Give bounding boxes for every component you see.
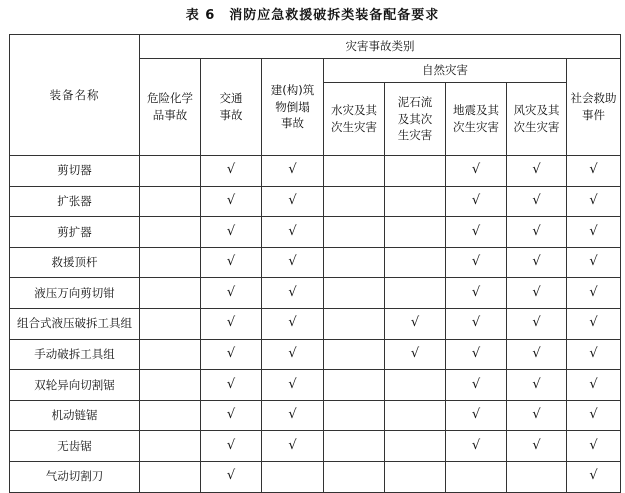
check-mark-cell — [262, 186, 324, 217]
table-row — [10, 247, 621, 278]
check-mark: √ — [410, 315, 420, 331]
check-mark: √ — [589, 407, 598, 423]
check-mark: √ — [589, 223, 598, 239]
check-mark: √ — [589, 315, 598, 331]
table-row — [10, 431, 621, 462]
empty-cell — [140, 156, 201, 187]
check-mark-cell — [567, 217, 621, 248]
check-mark-cell — [262, 370, 324, 401]
check-mark: √ — [226, 345, 236, 361]
check-mark: √ — [532, 376, 541, 392]
check-mark-cell — [567, 156, 621, 187]
check-mark: √ — [532, 315, 541, 331]
check-mark: √ — [226, 284, 236, 300]
empty-cell — [385, 370, 446, 401]
empty-cell — [385, 461, 446, 492]
check-mark: √ — [288, 315, 297, 331]
check-mark-cell — [507, 400, 567, 431]
equipment-name-cell: 气动切割刀 — [10, 461, 140, 492]
empty-cell — [324, 339, 385, 370]
check-mark-cell — [201, 370, 262, 401]
check-mark-cell — [201, 431, 262, 462]
check-mark: √ — [589, 254, 598, 270]
check-mark-cell — [567, 308, 621, 339]
header-social-rescue: 社会救助 事件 — [567, 59, 621, 156]
empty-cell — [324, 370, 385, 401]
check-mark: √ — [532, 223, 541, 239]
empty-cell — [385, 217, 446, 248]
check-mark: √ — [589, 162, 598, 178]
check-mark: √ — [532, 162, 541, 178]
empty-cell — [140, 461, 201, 492]
equipment-name-cell: 组合式液压破拆工具组 — [10, 308, 140, 339]
check-mark-cell — [385, 308, 446, 339]
check-mark: √ — [226, 315, 236, 331]
check-mark-cell — [262, 431, 324, 462]
empty-cell — [446, 461, 507, 492]
check-mark-cell — [446, 370, 507, 401]
check-mark: √ — [288, 192, 297, 208]
empty-cell — [140, 186, 201, 217]
check-mark: √ — [589, 192, 598, 208]
check-mark: √ — [589, 284, 598, 300]
header-flood: 水灾及其 次生灾害 — [324, 83, 385, 156]
empty-cell — [140, 370, 201, 401]
table-row — [10, 156, 621, 187]
empty-cell — [385, 400, 446, 431]
check-mark: √ — [226, 437, 236, 453]
check-mark-cell — [507, 156, 567, 187]
check-mark-cell — [201, 247, 262, 278]
header-wind: 风灾及其 次生灾害 — [507, 83, 567, 156]
check-mark-cell — [262, 400, 324, 431]
check-mark-cell — [446, 278, 507, 309]
check-mark-cell — [446, 186, 507, 217]
check-mark: √ — [226, 376, 236, 392]
check-mark: √ — [471, 162, 481, 178]
empty-cell — [140, 308, 201, 339]
check-mark-cell — [446, 339, 507, 370]
empty-cell — [324, 217, 385, 248]
check-mark: √ — [288, 345, 297, 361]
table-row — [10, 217, 621, 248]
check-mark-cell — [262, 278, 324, 309]
empty-cell — [324, 461, 385, 492]
check-mark: √ — [589, 345, 598, 361]
equipment-name-cell: 手动破拆工具组 — [10, 339, 140, 370]
check-mark-cell — [507, 308, 567, 339]
check-mark: √ — [288, 407, 297, 423]
check-mark: √ — [471, 376, 481, 392]
check-mark-cell — [507, 370, 567, 401]
check-mark: √ — [471, 345, 481, 361]
header-debris-flow: 泥石流 及其次 生灾害 — [385, 83, 446, 156]
empty-cell — [140, 217, 201, 248]
header-natural-disaster: 自然灾害 — [324, 59, 567, 83]
check-mark: √ — [532, 345, 541, 361]
empty-cell — [140, 247, 201, 278]
header-earthquake: 地震及其 次生灾害 — [446, 83, 507, 156]
equipment-name-cell: 无齿锯 — [10, 431, 140, 462]
check-mark-cell — [201, 461, 262, 492]
table-row — [10, 400, 621, 431]
check-mark-cell — [262, 308, 324, 339]
empty-cell — [385, 247, 446, 278]
check-mark-cell — [446, 400, 507, 431]
empty-cell — [262, 461, 324, 492]
check-mark: √ — [226, 254, 236, 270]
header-disaster-category: 灾害事故类别 — [140, 35, 621, 59]
table-body — [10, 156, 621, 493]
check-mark-cell — [385, 339, 446, 370]
check-mark-cell — [201, 186, 262, 217]
empty-cell — [385, 431, 446, 462]
header-equipment-name: 装备名称 — [10, 35, 140, 156]
check-mark: √ — [226, 468, 236, 484]
check-mark: √ — [532, 437, 541, 453]
empty-cell — [324, 278, 385, 309]
check-mark-cell — [201, 308, 262, 339]
table-row — [10, 308, 621, 339]
check-mark: √ — [471, 254, 481, 270]
check-mark: √ — [288, 437, 297, 453]
equipment-name-cell: 剪扩器 — [10, 217, 140, 248]
header-traffic: 交通 事故 — [201, 59, 262, 156]
check-mark-cell — [507, 431, 567, 462]
check-mark-cell — [507, 339, 567, 370]
empty-cell — [324, 186, 385, 217]
empty-cell — [140, 339, 201, 370]
empty-cell — [507, 461, 567, 492]
equipment-name-cell: 救援顶杆 — [10, 247, 140, 278]
equipment-name-cell: 双轮异向切割锯 — [10, 370, 140, 401]
check-mark: √ — [532, 192, 541, 208]
empty-cell — [324, 431, 385, 462]
check-mark: √ — [471, 437, 481, 453]
check-mark-cell — [507, 186, 567, 217]
table-row — [10, 186, 621, 217]
table-row — [10, 339, 621, 370]
check-mark: √ — [471, 284, 481, 300]
check-mark-cell — [567, 370, 621, 401]
check-mark: √ — [226, 407, 236, 423]
check-mark: √ — [589, 376, 598, 392]
check-mark-cell — [446, 247, 507, 278]
check-mark-cell — [201, 278, 262, 309]
check-mark-cell — [201, 400, 262, 431]
empty-cell — [324, 156, 385, 187]
check-mark: √ — [410, 345, 420, 361]
header-building-collapse: 建(构)筑 物倒塌 事故 — [262, 59, 324, 156]
equipment-name-cell: 扩张器 — [10, 186, 140, 217]
empty-cell — [324, 400, 385, 431]
empty-cell — [324, 247, 385, 278]
check-mark: √ — [288, 376, 297, 392]
check-mark-cell — [567, 247, 621, 278]
equipment-table — [9, 34, 621, 493]
empty-cell — [140, 431, 201, 462]
check-mark: √ — [288, 162, 297, 178]
check-mark-cell — [446, 308, 507, 339]
check-mark-cell — [262, 156, 324, 187]
empty-cell — [324, 308, 385, 339]
empty-cell — [385, 186, 446, 217]
check-mark-cell — [567, 431, 621, 462]
check-mark-cell — [446, 217, 507, 248]
empty-cell — [385, 278, 446, 309]
check-mark-cell — [446, 156, 507, 187]
check-mark-cell — [567, 461, 621, 492]
check-mark: √ — [471, 315, 481, 331]
equipment-name-cell: 剪切器 — [10, 156, 140, 187]
check-mark: √ — [288, 284, 297, 300]
equipment-name-cell: 机动链锯 — [10, 400, 140, 431]
check-mark: √ — [532, 254, 541, 270]
check-mark-cell — [507, 217, 567, 248]
check-mark: √ — [471, 192, 481, 208]
check-mark-cell — [262, 217, 324, 248]
empty-cell — [140, 400, 201, 431]
table-row — [10, 461, 621, 492]
table-row — [10, 370, 621, 401]
table-caption: 表 6 消防应急救援破拆类装备配备要求 — [185, 8, 440, 23]
check-mark-cell — [446, 431, 507, 462]
check-mark-cell — [262, 247, 324, 278]
check-mark-cell — [262, 339, 324, 370]
check-mark: √ — [532, 284, 541, 300]
check-mark-cell — [507, 247, 567, 278]
check-mark: √ — [589, 468, 598, 484]
check-mark: √ — [471, 407, 481, 423]
check-mark: √ — [589, 437, 598, 453]
check-mark: √ — [226, 223, 236, 239]
check-mark: √ — [532, 407, 541, 423]
header-hazmat: 危险化学 品事故 — [140, 59, 201, 156]
check-mark: √ — [288, 254, 297, 270]
check-mark: √ — [226, 192, 236, 208]
check-mark-cell — [201, 339, 262, 370]
check-mark-cell — [567, 186, 621, 217]
check-mark: √ — [288, 223, 297, 239]
check-mark-cell — [567, 400, 621, 431]
empty-cell — [140, 278, 201, 309]
check-mark-cell — [201, 217, 262, 248]
check-mark-cell — [507, 278, 567, 309]
check-mark-cell — [567, 339, 621, 370]
check-mark-cell — [567, 278, 621, 309]
equipment-name-cell: 液压万向剪切钳 — [10, 278, 140, 309]
check-mark: √ — [471, 223, 481, 239]
check-mark-cell — [201, 156, 262, 187]
check-mark: √ — [226, 162, 236, 178]
table-row — [10, 278, 621, 309]
empty-cell — [385, 156, 446, 187]
